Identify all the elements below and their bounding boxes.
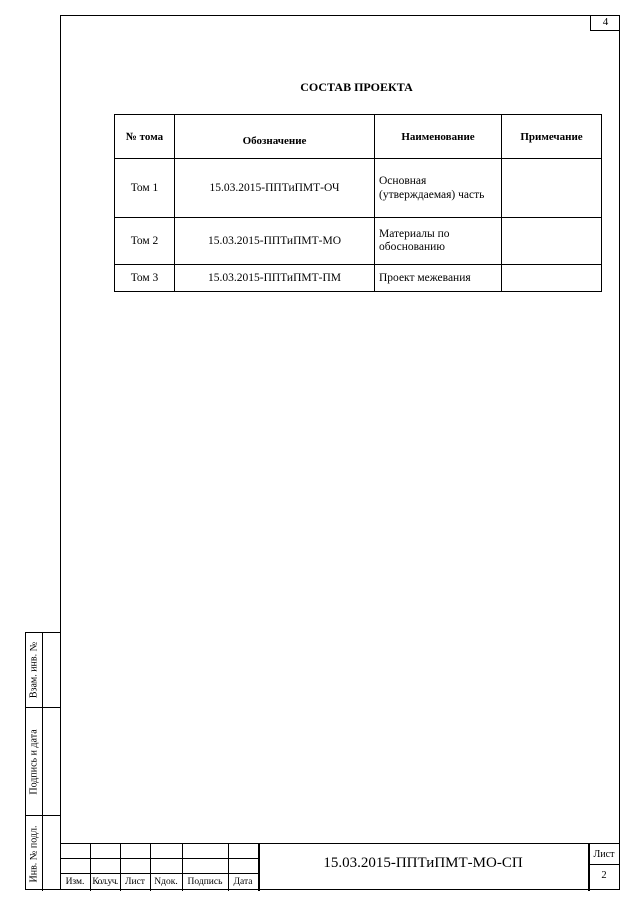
sidebar-label: Подпись и дата [28, 728, 40, 795]
title-block [60, 843, 620, 890]
sidebar-label: Инв. № подл. [28, 825, 40, 882]
designation-cell: 15.03.2015-ППТиПМТ-ОЧ [175, 159, 375, 218]
sidebar-label-cell [26, 816, 43, 891]
note-cell [502, 265, 602, 292]
grid-line [588, 864, 620, 865]
approval-sidebar [25, 632, 60, 890]
header-note: Примечание [502, 115, 602, 159]
table-row [115, 218, 602, 265]
col-label-revision: Изм. [65, 877, 85, 887]
sidebar-label-cell [26, 633, 43, 707]
col-label-signature: Подпись [187, 877, 223, 887]
table-row [115, 265, 602, 292]
note-cell [502, 218, 602, 265]
header-designation: Обозначение [175, 115, 375, 159]
designation-cell: 15.03.2015-ППТиПМТ-МО [175, 218, 375, 265]
sheet-label: Лист [593, 849, 615, 860]
col-label-count: Кол.уч. [92, 877, 118, 887]
header-volume: № тома [115, 115, 175, 159]
volume-cell: Том 2 [115, 218, 175, 265]
sidebar-label-cell [26, 708, 43, 815]
col-label-sheet: Лист [125, 877, 145, 887]
sidebar-row-signature [26, 708, 61, 816]
col-label-date: Дата [233, 877, 253, 887]
page-title: СОСТАВ ПРОЕКТА [300, 80, 413, 94]
sidebar-row-inventory [26, 816, 61, 891]
table-header-row [115, 115, 602, 159]
sidebar-label: Взам. инв. № [28, 641, 40, 699]
sidebar-row-replacement [26, 633, 61, 708]
col-label-docnum: Nдок. [154, 877, 178, 887]
name-cell: Проект межевания [375, 265, 502, 292]
header-name: Наименование [375, 115, 502, 159]
table-row [115, 159, 602, 218]
volume-cell: Том 3 [115, 265, 175, 292]
sheet-number: 2 [601, 870, 607, 881]
volume-cell: Том 1 [115, 159, 175, 218]
note-cell [502, 159, 602, 218]
name-cell: Материалы по обоснованию [375, 218, 502, 265]
name-cell: Основная (утверждаемая) часть [375, 159, 502, 218]
contents-table [114, 114, 602, 292]
designation-cell: 15.03.2015-ППТиПМТ-ПМ [175, 265, 375, 292]
corner-page-number: 4 [590, 15, 620, 31]
document-code: 15.03.2015-ППТиПМТ-МО-СП [323, 855, 523, 871]
